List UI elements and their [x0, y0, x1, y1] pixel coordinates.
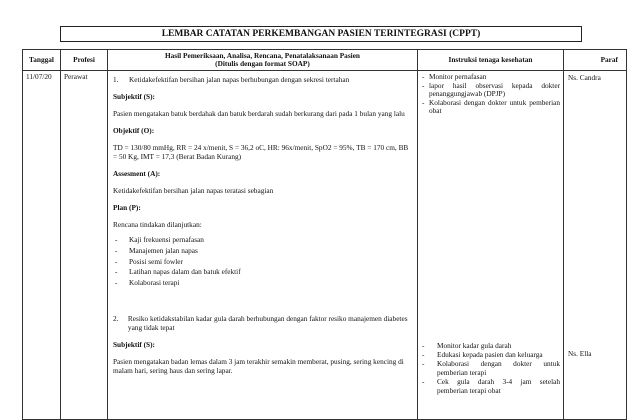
instruksi-item: - Monitor kadar gula darah: [421, 341, 560, 350]
diagnosis-2-number: 2.: [113, 313, 119, 323]
diagnosis-1-text: Ketidakefektifan bersihan jalan napas berhubungan dengan sekresi tertahan: [129, 75, 350, 84]
assesment-label-1: Assesment (A):: [113, 169, 161, 178]
header-paraf: Paraf: [564, 50, 627, 71]
instruksi-item: - Kolaborasi dengan dokter untuk pemberian terapi: [421, 359, 560, 377]
cell-tanggal: [23, 71, 61, 420]
diagnosis-2: [113, 314, 412, 332]
assesment-text-1: Ketidakefektifan bersihan jalan napas teratasi sebagian: [113, 186, 274, 195]
instruksi-item: - lapor hasil observasi kepada dokter penanggungjawab (DPJP): [421, 82, 560, 99]
instruksi-list-2: [421, 341, 560, 395]
instruksi-item: - Cek gula darah 3-4 jam setelah pemberian terapi obat: [421, 377, 560, 395]
plan-list-1: [113, 235, 412, 289]
plan-item: - Posisi semi fowler: [113, 257, 412, 268]
profesi-value: Perawat: [64, 72, 88, 81]
cell-paraf: [564, 71, 627, 420]
plan-item: - Kolaborasi terapi: [113, 278, 412, 289]
instruksi-list-1: [421, 73, 560, 116]
objektif-label-1: Objektif (O):: [113, 126, 155, 135]
header-row: [23, 50, 627, 71]
tanggal-value: 11/07/20: [26, 72, 52, 81]
header-hasil: [108, 50, 418, 71]
cppt-table: [22, 49, 627, 420]
subjektif-text-1: Pasien mengatakan batuk berdahak dan batuk berdarah sudah berkurang dari pada 1 bulan yang lalu: [113, 109, 405, 118]
diagnosis-2-text: Resiko ketidakstabilan kadar gula darah berhubungan dengan faktor resiko manajemen diabetes yang tidak tepat: [127, 313, 408, 332]
plan-item: - Manajemen jalan napas: [113, 246, 412, 257]
header-hasil-line1: Hasil Pemeriksaan, Analisa, Rencana, Penatalaksanaan Pasien: [164, 51, 360, 60]
header-tanggal: Tanggal: [23, 50, 61, 71]
cell-profesi: [61, 71, 108, 420]
header-profesi: Profesi: [61, 50, 108, 71]
plan-intro-1: Rencana tindakan dilanjutkan:: [113, 220, 202, 229]
instruksi-item: - Monitor pernafasan: [421, 73, 560, 82]
objektif-text-1: TD = 130/80 mmHg, RR = 24 x/menit, S = 36,2 oC, HR: 96x/menit, SpO2 = 95%, TB = 170 cm, BB = 50 Kg, IMT = 17,3 (Berat Badan Kurang): [113, 143, 409, 161]
plan-item: - Kaji frekuensi pernafasan: [113, 235, 412, 246]
form-title: LEMBAR CATATAN PERKEMBANGAN PASIEN TERINTEGRASI (CPPT): [60, 26, 582, 42]
header-instruksi: Instruksi tenaga kesehatan: [418, 50, 564, 71]
plan-label-1: Plan (P):: [113, 203, 141, 212]
diagnosis-1-number: 1.: [113, 75, 119, 84]
table-row: [23, 71, 627, 420]
paraf-2: Ns. Ella: [568, 349, 592, 358]
header-hasil-line2: (Ditulis dengan format SOAP): [215, 59, 310, 68]
paraf-1: Ns. Candra: [568, 73, 601, 82]
instruksi-item: - Edukasi kepada pasien dan keluarga: [421, 350, 560, 359]
diagnosis-1: [113, 75, 412, 84]
cell-instruksi: [418, 71, 564, 420]
cell-hasil: [108, 71, 418, 420]
instruksi-item: - Kolaborasi dengan dokter untuk pemberian obat: [421, 99, 560, 116]
plan-item: - Latihan napas dalam dan batuk efektif: [113, 267, 412, 278]
subjektif-text-2: Pasien mengatakan badan lemas dalam 3 jam terakhir semakin memberat, pusing, sering kencing di malam hari, sering haus dan sering lapar.: [113, 356, 404, 375]
subjektif-label-1: Subjektif (S):: [113, 92, 155, 101]
subjektif-label-2: Subjektif (S):: [113, 339, 155, 349]
